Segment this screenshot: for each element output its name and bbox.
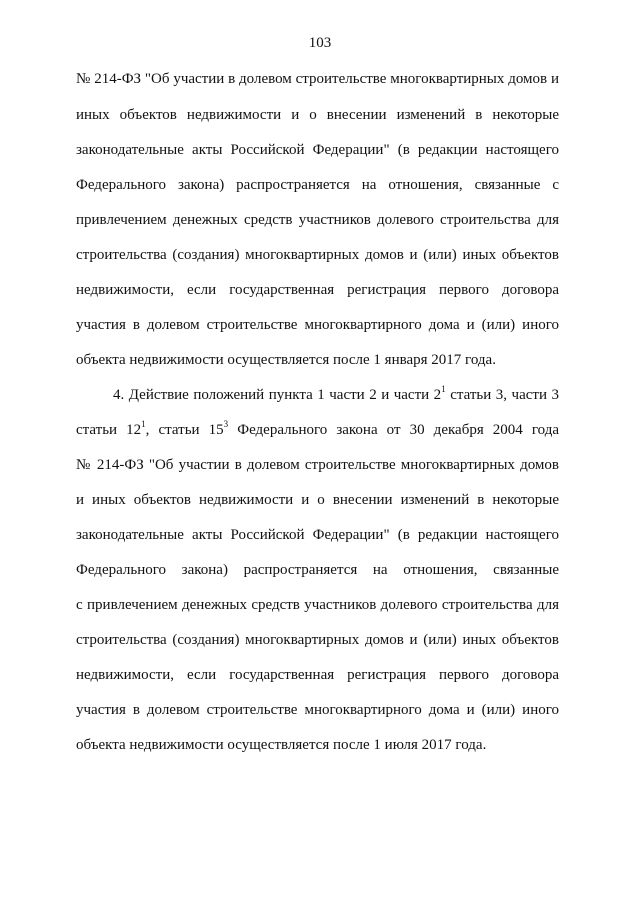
text-line: участия в долевом строительстве многоквартирного дома и (или) иного — [76, 702, 559, 718]
text-line: Федерального закона) распространяется на отношения, связанные — [76, 562, 559, 578]
text-line: и иных объектов недвижимости и о внесении изменений в некоторые — [76, 492, 559, 508]
text-line: участия в долевом строительстве многоквартирного дома и (или) иного — [76, 317, 559, 333]
text-line: объекта недвижимости осуществляется после 1 января 2017 года. — [76, 352, 496, 368]
text-line: недвижимости, если государственная регистрация первого договора — [76, 282, 559, 298]
text-line: Федерального закона) распространяется на отношения, связанные с — [76, 177, 559, 193]
text-line: строительства (создания) многоквартирных домов и (или) иных объектов — [76, 632, 559, 648]
text-line: привлечением денежных средств участников долевого строительства для — [76, 212, 559, 228]
text-fragment: статьи 3, части 3 — [445, 387, 559, 403]
text-line: объекта недвижимости осуществляется после 1 июля 2017 года. — [76, 737, 487, 753]
text-fragment: Федерального закона от 30 декабря 2004 года — [228, 422, 559, 438]
superscript: 1 — [441, 384, 446, 394]
superscript: 3 — [223, 419, 229, 429]
text-line: недвижимости, если государственная регистрация первого договора — [76, 667, 559, 683]
text-line: № 214-ФЗ "Об участии в долевом строительстве многоквартирных домов и — [76, 71, 559, 87]
text-fragment: статьи 12 — [76, 422, 142, 438]
text-line: строительства (создания) многоквартирных домов и (или) иных объектов — [76, 247, 559, 263]
text-line: № 214-ФЗ "Об участии в долевом строительстве многоквартирных домов — [76, 457, 559, 473]
page-number: 103 — [308, 35, 332, 51]
text-line: с привлечением денежных средств участников долевого строительства для — [76, 597, 559, 613]
superscript: 1 — [141, 419, 146, 429]
text-line: законодательные акты Российской Федерации" (в редакции настоящего — [76, 527, 559, 543]
text-line: иных объектов недвижимости и о внесении изменений в некоторые — [76, 107, 559, 123]
text-line — [76, 421, 559, 439]
text-line: законодательные акты Российской Федерации" (в редакции настоящего — [76, 142, 559, 158]
text-fragment: 4. Действие положений пункта 1 части 2 и части 2 — [113, 387, 442, 403]
text-line — [113, 386, 559, 404]
text-fragment: , статьи 15 — [145, 422, 224, 438]
